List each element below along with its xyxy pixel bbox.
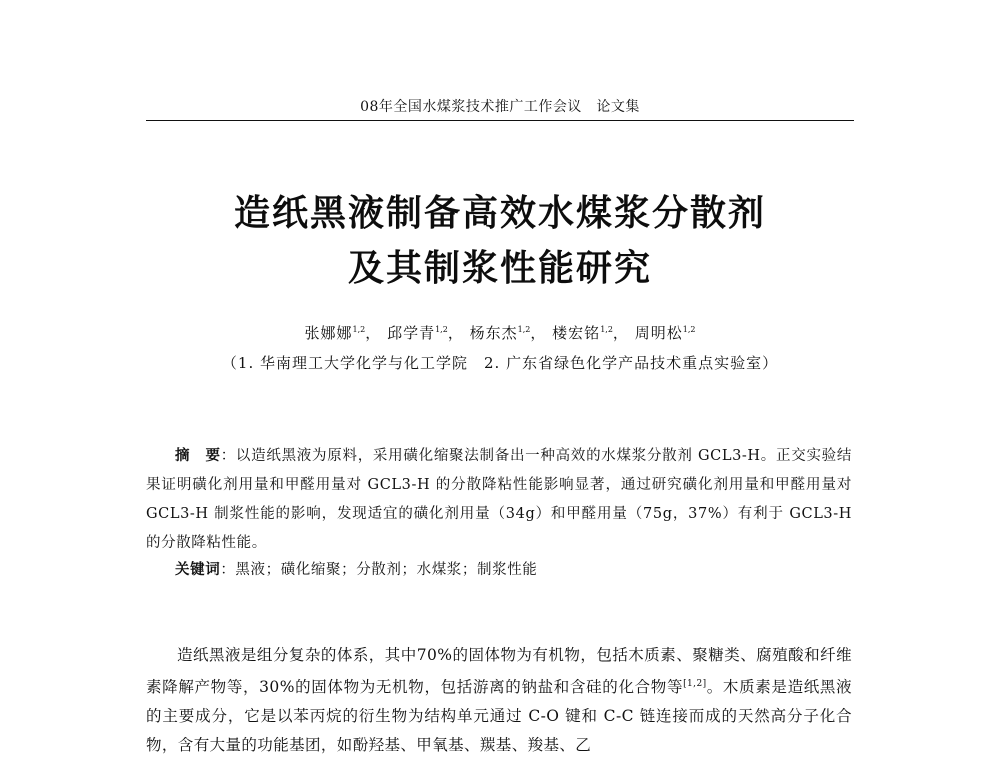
author-affiliation-mark: 1,2 [682, 325, 696, 334]
affiliations: （1. 华南理工大学化学与化工学院 2. 广东省绿色化学产品技术重点实验室） [221, 354, 779, 372]
author-affiliation-mark: 1,2 [352, 325, 366, 334]
author-separator: ， [365, 324, 382, 342]
author-name: 周明松 [634, 324, 683, 342]
author-name: 楼宏铭 [552, 324, 601, 342]
paper-title-line-1: 造纸黑液制备高效水煤浆分散剂 [233, 193, 766, 234]
body-text-part-1: 造纸黑液是组分复杂的体系，其中70%的固体物为有机物，包括木质素、聚糖类、腐殖酸和纤维素降解产物等，30%的固体物为无机物，包括游离的钠盐和含硅的化合物等 [146, 646, 852, 697]
keywords-line [146, 556, 852, 585]
author-affiliation-mark: 1,2 [600, 325, 613, 334]
author-separator: ， [447, 324, 464, 342]
author-separator: ， [612, 324, 629, 342]
author-name: 张娜娜 [304, 324, 353, 342]
author-affiliation-mark: 1,2 [435, 325, 448, 334]
author-list [120, 322, 880, 343]
running-head: 08年全国水煤浆技术推广工作会议 论文集 [360, 99, 640, 115]
author-name: 杨东杰 [469, 324, 518, 342]
abstract-label: 摘 要 [175, 448, 221, 464]
body-paragraph [146, 641, 852, 760]
header-rule [146, 120, 854, 121]
author-separator: ， [530, 324, 547, 342]
keywords-text: ：黑液；磺化缩聚；分散剂；水煤浆；制浆性能 [220, 562, 538, 578]
paper-title-line-2: 及其制浆性能研究 [347, 248, 652, 289]
body-text-part-2: 。木质素是造纸黑液的主要成分，它是以苯丙烷的衍生物为结构单元通过 C-O 键和 C-C 链连接而成的天然高分子化合物，含有大量的功能基团，如酚羟基、甲氧基、羰基、羧基、乙 [146, 678, 852, 755]
author-affiliation-mark: 1,2 [517, 325, 531, 334]
author-name: 邱学青 [387, 324, 436, 342]
keywords-label: 关键词 [175, 562, 221, 578]
abstract-paragraph [146, 442, 852, 558]
abstract-text: ：以造纸黑液为原料，采用磺化缩聚法制备出一种高效的水煤浆分散剂 GCL3-H。正交实验结果证明磺化剂用量和甲醛用量对 GCL3-H 的分散降粘性能影响显著，通过研究磺化剂用量和甲醛用量对 GCL3-H 制浆性能的影响，发现适宜的磺化剂用量（34g）和甲醛用量（75g，37%）有利于 GCL3-H 的分散降粘性能。 [146, 448, 852, 551]
citation-marker: [1,2] [683, 679, 707, 689]
